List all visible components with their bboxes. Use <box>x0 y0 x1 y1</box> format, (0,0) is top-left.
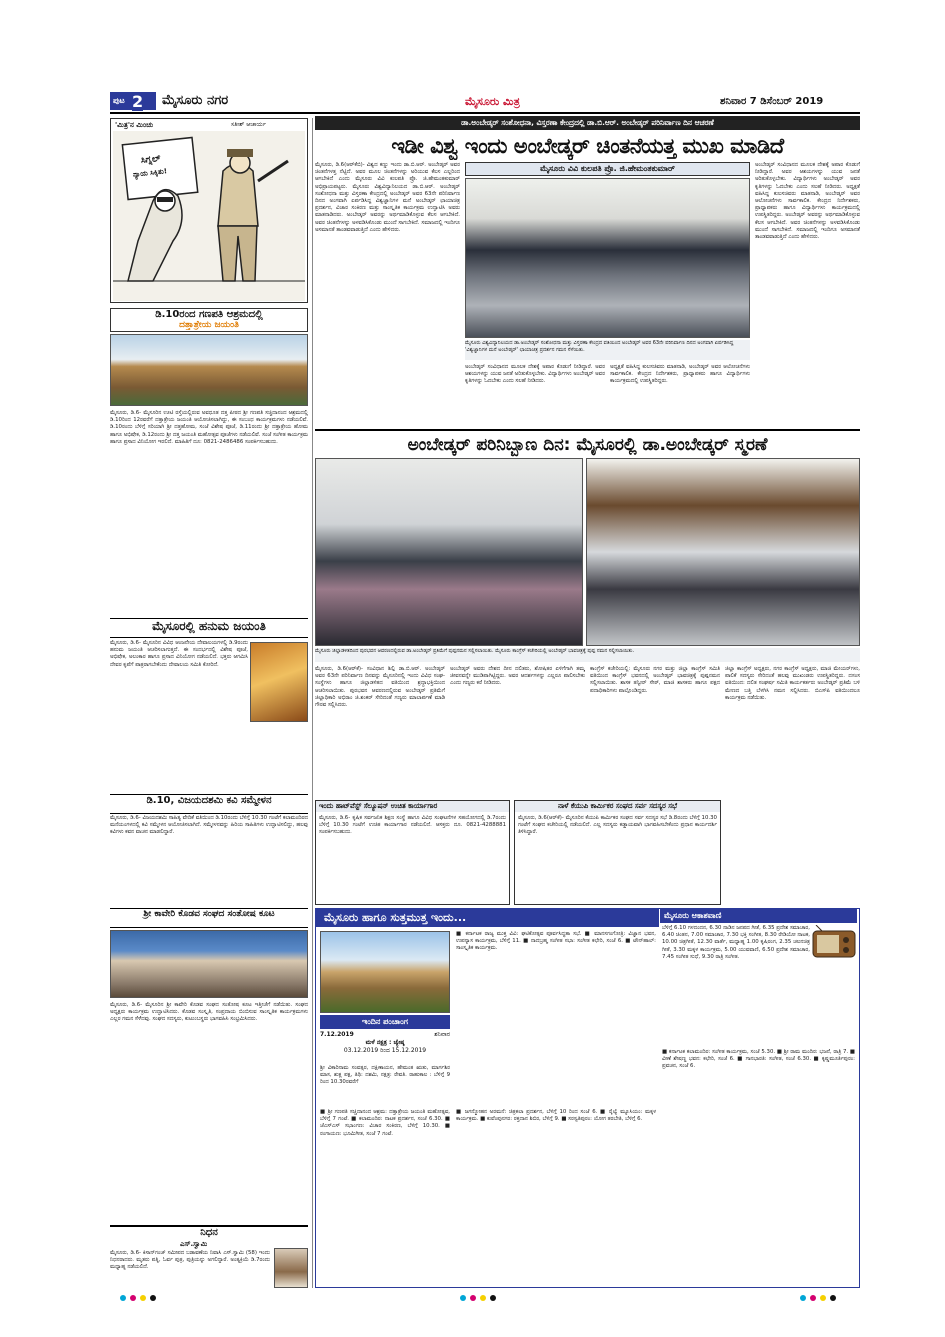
events-column-4: ■ ಕರ್ನಾಟಕ ಕಲಾಮಂದಿರ: ಸಂಗೀತ ಕಾರ್ಯಕ್ರಮ, ಸಂಜೆ 5.30. ■ ಶ್ರೀ ರಾಮ ಮಂದಿರ: ಭಜನೆ, ರಾತ್ರಿ 7. ■ ವೀಣೆ ಶೇಷಣ್ಣ ಭವನ: ಕಛೇರಿ, ಸಂಜೆ 6. ■ ಗಾನಭಾರತಿ: ಸಂಗೀತ, ಸಂಜೆ 6.30. ■ ಕೃಷ್ಣಮೂರ್ತಿಪುರಂ: ಪ್ರವಚನ, ಸಂಜೆ 6. <box>662 1049 855 1070</box>
brief-workshop-body: ಮೈಸೂರು, ಡಿ.6- ಕೃಷಿಕ ಸರ್ವಜನಿಕ ಶಿಕ್ಷಣ ಸಂಸ್ಥೆ ಹಾಗೂ ವಿವಿಧ ಸಂಘಟನೆಗಳ ಸಹಯೋಗದಲ್ಲಿ ಡಿ.7ರಂದು ಬೆಳಿಗ್ಗೆ 10.30 ಗಂಟೆಗೆ ಉಚಿತ ಕಾರ್ಯಾಗಾರ ನಡೆಯಲಿದೆ. ಆಸಕ್ತರು ದೂ. 0821-4288881 ಸಂಪರ್ಕಿಸಬಹುದು. <box>319 815 506 836</box>
brief-union-box <box>514 800 721 905</box>
top-story-body-1 <box>315 162 460 427</box>
registration-mark-magenta <box>130 1295 136 1301</box>
registration-mark-black-2 <box>490 1295 496 1301</box>
kavi-headline-box <box>110 794 308 814</box>
banner-story-headline: ಅಂಬೇಡ್ಕರ್ ಪರಿನಿಬ್ಬಾಣ ದಿನ: ಮೈಸೂರಲ್ಲಿ ಡಾ.ಅಂಬೇಡ್ಕರ್ ಸ್ಮರಣೆ <box>407 435 768 455</box>
registration-mark-yellow-3 <box>820 1295 826 1301</box>
ganapati-headline-1: ಡಿ.10ರಂದ ಗಣಪತಿ ಆಶ್ರಮದಲ್ಲಿ <box>155 309 263 320</box>
banner-story-caption: ಮೈಸೂರು ಜಿಲ್ಲಾಡಳಿತದಿಂದ ಪುರಭವನ ಆವರಣದಲ್ಲಿರುವ ಡಾ.ಅಂಬೇಡ್ಕರ್ ಪ್ರತಿಮೆಗೆ ಪುಷ್ಪನಮನ ಸಲ್ಲಿಸಲಾಯಿತು. ಮೈಸೂರು ಕಾಂಗ್ರೆಸ್ ಕಚೇರಿಯಲ್ಲಿ ಅಂಬೇಡ್ಕರ್ ಭಾವಚಿತ್ರಕ್ಕೆ ಪುಷ್ಪ ನಮನ ಸಲ್ಲಿಸಲಾಯಿತು. <box>315 648 860 662</box>
top-story-body-2: ಅಂಬೇಡ್ಕರ್ ಸಂವಿಧಾನದ ಮೂಲಕ ದೇಶಕ್ಕೆ ಅಪಾರ ಕೊಡುಗೆ ನೀಡಿದ್ದಾರೆ. ಅವರ ಆಶಯಗಳನ್ನು ಯುವ ಜನತೆ ಅರಿತುಕೊಳ್ಳಬೇಕು. ವಿದ್ಯಾರ್ಥಿಗಳು ಅಂಬೇಡ್ಕರ್ ಅವರ ಕೃತಿಗಳನ್ನು ಓದಬೇಕು ಎಂದು ಸಲಹೆ ನೀಡಿದರು. <box>465 364 605 385</box>
banner-para-4: ಜಿಲ್ಲಾ ಕಾಂಗ್ರೆಸ್ ಅಧ್ಯಕ್ಷರು, ನಗರ ಕಾಂಗ್ರೆಸ್ ಅಧ್ಯಕ್ಷರು, ಮಾಜಿ ಮೇಯರ್‌ಗಳು, ಪಾಲಿಕೆ ಸದಸ್ಯರು ಸೇರಿದಂತೆ ಹಲವು ಮುಖಂಡರು ಉಪಸ್ಥಿತರಿದ್ದರು. <box>725 666 860 680</box>
top-story-para-1: ಮೈಸೂರು ವಿಶ್ವವಿದ್ಯಾನಿಲಯದ ಡಾ.ಬಿ.ಆರ್. ಅಂಬೇಡ್ಕರ್ ಸಂಶೋಧನಾ ಮತ್ತು ವಿಸ್ತರಣಾ ಕೇಂದ್ರದಲ್ಲಿ ಅಂಬೇಡ್ಕರ್ ಅವರ 63ನೇ ಪರಿನಿರ್ವಾಣ ದಿನದ ಅಂಗವಾಗಿ ಏರ್ಪಡಿಸಿದ್ದ ವಿಶ್ವಜ್ಞಾನಿಗಳ ಮನೆ ಅಂಬೇಡ್ಕರ್ ಛಾಯಾಚಿತ್ರ ಪ್ರದರ್ಶನ, ವಿಚಾರ ಸಂಕಿರಣ ಮತ್ತು ಸಾಂಸ್ಕೃತಿಕ ಕಾರ್ಯಕ್ರಮ ಉದ್ಘಾಟಿಸಿ ಅವರು ಮಾತನಾಡಿದರು. <box>315 183 460 219</box>
registration-mark-magenta-3 <box>810 1295 816 1301</box>
registration-mark-yellow-2 <box>480 1295 486 1301</box>
registration-mark-cyan-2 <box>460 1295 466 1301</box>
section-title: ಮೈಸೂರು ನಗರ <box>162 93 229 108</box>
top-story-para-2: ಅಂಬೇಡ್ಕರ್ ಅವರನ್ನು ಅರ್ಥಮಾಡಿಕೊಳ್ಳುವ ಕೆಲಸ ಆಗಬೇಕಿದೆ. ಅವರ ಚಿಂತನೆಗಳನ್ನು ಅಳವಡಿಸಿಕೊಂಡು ಮುಂದೆ ಸಾಗಬೇಕಿದೆ. ಸಮಾಜದಲ್ಲಿ ಇಂದಿಗೂ ಅಸಮಾನತೆ ತಾಂಡವವಾಡುತ್ತಿದೆ ಎಂದು ಹೇಳಿದರು. <box>315 212 460 233</box>
top-story-photo-caption: ಮೈಸೂರು ವಿಶ್ವವಿದ್ಯಾನಿಲಯದ ಡಾ.ಅಂಬೇಡ್ಕರ್ ಸಂಶೋಧನಾ ಮತ್ತು ವಿಸ್ತರಣಾ ಕೇಂದ್ರದ ವತಿಯಿಂದ ಅಂಬೇಡ್ಕರ್ ಅವರ 63ನೇ ಪರಿನಿರ್ವಾಣ ದಿನದ ಅಂಗವಾಗಿ ಏರ್ಪಡಿಸಿದ್ದ 'ವಿಶ್ವಜ್ಞಾನಿಗಳ ಮನೆ ಅಂಬೇಡ್ಕರ್' ಛಾಯಾಚಿತ್ರ ಪ್ರದರ್ಶನ ಗಮನ ಸೆಳೆಯಿತು. <box>465 340 750 360</box>
registration-mark-black <box>150 1295 156 1301</box>
obituary-header <box>110 1225 308 1241</box>
brief-union-body: ಮೈಸೂರು, ಡಿ.6(ಆರ್‌ಕೆ)- ಮೈಸೂರಿನ ಕೆಯುಪಿ ಕಾರ್ಮಿಕರ ಸಂಘದ ಸರ್ವ ಸದಸ್ಯರ ಸಭೆ ಡಿ.8ರಂದು ಬೆಳಿಗ್ಗೆ 10.30 ಗಂಟೆಗೆ ಸಂಘದ ಕಚೇರಿಯಲ್ಲಿ ನಡೆಯಲಿದೆ. ಎಲ್ಲ ಸದಸ್ಯರು ಕಡ್ಡಾಯವಾಗಿ ಭಾಗವಹಿಸಬೇಕೆಂದು ಪ್ರಧಾನ ಕಾರ್ಯದರ್ಶಿ ತಿಳಿಸಿದ್ದಾರೆ. <box>518 815 717 836</box>
top-story-kicker: ಡಾ.ಅಂಬೇಡ್ಕರ್ ಸಂಶೋಧನಾ, ವಿಸ್ತರಣಾ ಕೇಂದ್ರದಲ್ಲಿ ಡಾ.ಬಿ.ಆರ್. ಅಂಬೇಡ್ಕರ್ ಪರಿನಿರ್ವಾಣ ದಿನ ಆಚರಣೆ <box>461 118 714 127</box>
issue-date: ಶನಿವಾರ 7 ಡಿಸೆಂಬರ್ 2019 <box>720 96 824 107</box>
cartoon-wall-text-1: ಸಿಗ್ನಲ್ <box>140 154 162 166</box>
panchanga-body: ಶ್ರೀ ವಿಕಾರಿನಾಮ ಸಂವತ್ಸರ, ದಕ್ಷಿಣಾಯನ, ಹೇಮಂತ ಋತು, ಮಾರ್ಗಶಿರ ಮಾಸ, ಶುಕ್ಲ ಪಕ್ಷ, ತಿಥಿ: ದಶಮಿ, ನಕ್ಷತ್ರ: ರೇವತಿ. ರಾಹುಕಾಲ : ಬೆಳಿಗ್ಗೆ 9 ರಿಂದ 10.30ರವರೆಗೆ <box>320 1065 450 1086</box>
statue-tribute-photo <box>315 458 583 646</box>
today-headline: ಮೈಸೂರು ಹಾಗೂ ಸುತ್ತಮುತ್ತ ಇಂದು... <box>324 911 467 924</box>
palace-photo <box>320 931 450 1013</box>
events-column-1: ■ ಶ್ರೀ ಗಣಪತಿ ಸಚ್ಚಿದಾನಂದ ಆಶ್ರಮ: ದತ್ತಾತ್ರೇಯ ಜಯಂತಿ ಮಹೋತ್ಸವ, ಬೆಳಿಗ್ಗೆ 7 ಗಂಟೆ. ■ ಕಲಾಮಂದಿರ: ನಾಟಕ ಪ್ರದರ್ಶನ, ಸಂಜೆ 6.30. ■ ಜೆಎಸ್‌ಎಸ್ ಸಭಾಂಗಣ: ವಿಚಾರ ಸಂಕಿರಣ, ಬೆಳಿಗ್ಗೆ 10.30. ■ ರಂಗಾಯಣ: ಭೂಮಿಗೀತ, ಸಂಜೆ 7 ಗಂಟೆ. <box>320 1109 450 1137</box>
panchanga-day: ಶನಿವಾರ <box>434 1031 450 1038</box>
page-section-header <box>100 90 310 112</box>
obituary-title: ನಿಧನ <box>200 1227 218 1238</box>
panchanga-title: ಇಂದಿನ ಪಂಚಾಂಗ <box>362 1017 408 1026</box>
column-divider <box>312 118 313 1288</box>
banner-para-5: ದಸಂಸ ವತಿಯಿಂದ: ದಲಿತ ಸಂಘರ್ಷ ಸಮಿತಿ ಕಾರ್ಯಕರ್ತರು ಅಂಬೇಡ್ಕರ್ ಪ್ರತಿಮೆ ಬಳಿ ಮೇಣದ ಬತ್ತಿ ಬೆಳಗಿಸಿ ನಮನ ಸಲ್ಲಿಸಿದರು. ಬಿಎಸ್‌ಪಿ ವತಿಯಿಂದಲೂ ಕಾರ್ಯಕ್ರಮ ನಡೆಯಿತು. <box>725 673 860 701</box>
panchanga-info <box>320 1031 450 1055</box>
cartoon-title: 'ಮಿತ್ರ'ನ ಮಿಂಚು <box>115 121 154 129</box>
top-story-dateline: ಮೈಸೂರು, ಡಿ.6(ಆರ್‌ಕೆಬಿ)- ವಿಶ್ವದ ಕಣ್ಣು ಇಂದು ಡಾ.ಬಿ.ಆರ್. ಅಂಬೇಡ್ಕರ್ ಅವರ ಚಿಂತನೆಗಳತ್ತ ನೆಟ್ಟಿದೆ. ಅವರ ಮೂಲ ಚಿಂತನೆಗಳನ್ನು ಅರಿಯುವ ಕೆಲಸ ಎಲ್ಲರಿಂದ ಆಗಬೇಕಿದೆ ಎಂದು ಮೈಸೂರು ವಿವಿ ಕುಲಪತಿ ಪ್ರೊ. ಜಿ.ಹೇಮಂತಕುಮಾರ್ ಅಭಿಪ್ರಾಯಪಟ್ಟರು. <box>315 162 460 190</box>
paper-name: ಮೈಸೂರು ಮಿತ್ರ <box>465 95 520 108</box>
top-story-subheadline: ಮೈಸೂರು ವಿವಿ ಕುಲಪತಿ ಪ್ರೊ. ಜಿ.ಹೇಮಂತಕುಮಾರ್ <box>540 164 675 173</box>
ganapati-headline-box <box>110 308 308 332</box>
cartoon-artist: ಸತೀಶ್ ಆಚಾರ್ಯ <box>231 121 266 128</box>
page-label: ಪುಟ <box>113 96 125 105</box>
obituary-portrait <box>274 1248 308 1288</box>
radio-header-bar <box>660 909 857 923</box>
kaveri-article-body: ಮೈಸೂರು, ಡಿ.6- ಮೈಸೂರಿನ ಶ್ರೀ ಕಾವೇರಿ ಕೊಡವ ಸಂಘದ ಸಂತೋಷ ಕೂಟ ಇತ್ತೀಚೆಗೆ ನಡೆಯಿತು. ಸಂಘದ ಅಧ್ಯಕ್ಷರು ಕಾರ್ಯಕ್ರಮ ಉದ್ಘಾಟಿಸಿದರು. ಕೊಡವ ಸಂಸ್ಕೃತಿ, ಸಂಪ್ರದಾಯ ಬಿಂಬಿಸುವ ಸಾಂಸ್ಕೃತಿಕ ಕಾರ್ಯಕ್ರಮಗಳು ಎಲ್ಲರ ಗಮನ ಸೆಳೆದವು. ಸಂಘದ ಸದಸ್ಯರು, ಕುಟುಂಬಸ್ಥರು ಭಾಗವಹಿಸಿ ಸಂಭ್ರಮಿಸಿದರು. <box>110 1002 308 1023</box>
top-story-kicker-bar <box>315 116 860 130</box>
top-story-para-4: ಅಧ್ಯಕ್ಷತೆ ವಹಿಸಿದ್ದ ಕುಲಸಚಿವರು ಮಾತನಾಡಿ, ಅಂಬೇಡ್ಕರ್ ಅವರ ಆಲೋಚನೆಗಳು ಸಾರ್ವಕಾಲಿಕ. ಕೇಂದ್ರದ ನಿರ್ದೇಶಕರು, ಪ್ರಾಧ್ಯಾಪಕರು ಹಾಗೂ ವಿದ್ಯಾರ್ಥಿಗಳು ಕಾರ್ಯಕ್ರಮದಲ್ಲಿ ಉಪಸ್ಥಿತರಿದ್ದರು. <box>755 183 860 219</box>
panchanga-date: 7.12.2019 <box>320 1031 354 1038</box>
page-number-badge <box>110 92 156 110</box>
newspaper-page <box>100 90 860 1285</box>
top-story-para-3: ಅಂಬೇಡ್ಕರ್ ಸಂವಿಧಾನದ ಮೂಲಕ ದೇಶಕ್ಕೆ ಅಪಾರ ಕೊಡುಗೆ ನೀಡಿದ್ದಾರೆ. ಅವರ ಆಶಯಗಳನ್ನು ಯುವ ಜನತೆ ಅರಿತುಕೊಳ್ಳಬೇಕು. ವಿದ್ಯಾರ್ಥಿಗಳು ಅಂಬೇಡ್ಕರ್ ಅವರ ಕೃತಿಗಳನ್ನು ಓದಬೇಕು ಎಂದು ಸಲಹೆ ನೀಡಿದರು. <box>755 162 860 190</box>
top-story-sub-box <box>465 162 750 176</box>
hanuma-headline-box <box>110 618 308 638</box>
registration-mark-magenta-2 <box>470 1295 476 1301</box>
panchanga-rain-star: ಮಳೆ ನಕ್ಷತ್ರ : ಜ್ಯೇಷ್ಠ <box>365 1039 405 1046</box>
page-number: 2 <box>132 92 144 111</box>
cartoon-panel <box>110 118 308 303</box>
today-events-box <box>315 908 860 1288</box>
panchanga-title-bar <box>320 1015 450 1029</box>
story-separator <box>315 429 860 431</box>
panchanga-range: 03.12.2019 ರಿಂದ 15.12.2019 <box>343 1047 427 1054</box>
top-story-body-4 <box>755 162 860 427</box>
radio-schedule: ಬೆಳಿಗ್ಗೆ 6.10 ಗಳದಂದನ, 6.30 ನಾಡಿನ ಜನಪದ ಗೀತೆ, 6.35 ಪ್ರದೇಶ ಸಮಾಚಾರ, 6.40 ಚಿಂತನ, 7.00 ಸಮಾಚಾರ, 7.30 ಭಕ್ತಿ ಸಂಗೀತ, 8.30 ರೇಡಿಯೋ ನಾಟಕ, 10.00 ಚಿತ್ರಗೀತೆ, 12.30 ವಾರ್ತೆ, ಮಧ್ಯಾಹ್ನ 1.00 ಕೃಷಿರಂಗ, 2.35 ಚಲನಚಿತ್ರ ಗೀತೆ, 3.30 ಮಕ್ಕಳ ಕಾರ್ಯಕ್ರಮ, 5.00 ಯುವವಾಣಿ, 6.50 ಪ್ರದೇಶ ಸಮಾಚಾರ, 7.45 ಸಂಗೀತ ಸುಧೆ, 9.30 ರಾತ್ರಿ ಸಂಗೀತ. <box>662 925 810 960</box>
banner-body-4 <box>725 666 860 906</box>
cartoon-wall-text-2: ನ್ಯಾಯ ಸಿಕ್ಕಿತು! <box>132 167 168 179</box>
hanuma-headline: ಮೈಸೂರಲ್ಲಿ ಹನುಮ ಜಯಂತಿ <box>152 619 266 633</box>
obituary-name: ಎಸ್.ಸ್ವಾಮಿ <box>180 1240 208 1248</box>
ganapati-article-body: ಮೈಸೂರು, ಡಿ.6- ಮೈಸೂರಿನ ಊಟಿ ರಸ್ತೆಯಲ್ಲಿರುವ ಅವಧೂತ ದತ್ತ ಪೀಠದ ಶ್ರೀ ಗಣಪತಿ ಸಚ್ಚಿದಾನಂದ ಆಶ್ರಮದಲ್ಲಿ ಡಿ.10ರಿಂದ 12ರವರೆಗೆ ದತ್ತಾತ್ರೇಯ ಜಯಂತಿ ಆಯೋಜಿಸಲಾಗಿದ್ದು, ಈ ಸಂಬಂಧ ಕಾರ್ಯಕ್ರಮಗಳು ನಡೆಯಲಿವೆ. ಡಿ.10ರಂದು ಬೆಳಿಗ್ಗೆ ಸರಿಯಾಗಿ ಶ್ರೀ ದತ್ತಹೋಮ, ಸಂಜೆ ವಿಶೇಷ ಪೂಜೆ, ಡಿ.11ರಂದು ಶ್ರೀ ದತ್ತಾತ್ರೇಯ ಹೋಮ ಹಾಗೂ ಅಭಿಷೇಕ, ಡಿ.12ರಂದು ಶ್ರೀ ದತ್ತ ಜಯಂತಿ ಮಹೋತ್ಸವ ಪೂಜೆಗಳು ನಡೆಯಲಿವೆ. ಸಂಜೆ ಸಂಗೀತ ಕಾರ್ಯಕ್ರಮ ಹಾಗೂ ಪ್ರಸಾದ ವಿನಿಯೋಗ ಇರಲಿದೆ. ಮಾಹಿತಿಗೆ ದೂ: 0821-2486486 ಸಂಪರ್ಕಿಸಬಹುದು. <box>110 410 308 445</box>
top-story-para-5: ಅಂಬೇಡ್ಕರ್ ಅವರನ್ನು ಅರ್ಥಮಾಡಿಕೊಳ್ಳುವ ಕೆಲಸ ಆಗಬೇಕಿದೆ. ಅವರ ಚಿಂತನೆಗಳನ್ನು ಅಳವಡಿಸಿಕೊಂಡು ಮುಂದೆ ಸಾಗಬೇಕಿದೆ. ಸಮಾಜದಲ್ಲಿ ಇಂದಿಗೂ ಅಸಮಾನತೆ ತಾಂಡವವಾಡುತ್ತಿದೆ ಎಂದು ಹೇಳಿದರು. <box>755 212 860 241</box>
registration-mark-cyan <box>120 1295 126 1301</box>
kavi-headline: ಡಿ.10, ವಿಜಯದಶಮಿ ಕವಿ ಸಮ್ಮೇಳನ <box>146 795 272 806</box>
hanuman-photo <box>250 642 308 722</box>
ashram-photo <box>110 334 308 406</box>
congress-office-photo <box>586 458 860 646</box>
brief-workshop-box <box>315 800 510 905</box>
group-photo <box>110 930 308 998</box>
radio-headline: ಮೈಸೂರು ಆಕಾಶವಾಣಿ <box>664 911 722 920</box>
events-column-3: ■ ಜಗನ್ಮೋಹನ ಅರಮನೆ: ಚಿತ್ರಕಲಾ ಪ್ರದರ್ಶನ, ಬೆಳಿಗ್ಗೆ 10 ರಿಂದ ಸಂಜೆ 6. ■ ರೈಲ್ವೆ ಮ್ಯೂಸಿಯಂ: ಮಕ್ಕಳ ಕಾರ್ಯಕ್ರಮ. ■ ಕುವೆಂಪುನಗರ: ರಕ್ತದಾನ ಶಿಬಿರ, ಬೆಳಿಗ್ಗೆ 9. ■ ಸರಸ್ವತಿಪುರಂ: ಯೋಗ ತರಬೇತಿ, ಬೆಳಿಗ್ಗೆ 6. <box>456 1109 656 1123</box>
registration-mark-black-3 <box>830 1295 836 1301</box>
banner-body-1: ಮೈಸೂರು, ಡಿ.6(ಆರ್‌ಕೆ)- ಸಂವಿಧಾನ ಶಿಲ್ಪಿ ಡಾ.ಬಿ.ಆರ್. ಅಂಬೇಡ್ಕರ್ ಅವರ 63ನೇ ಪರಿನಿರ್ವಾಣ ದಿನವನ್ನು ಮೈಸೂರಿನಲ್ಲಿ ಇಂದು ವಿವಿಧ ಸಂಘ-ಸಂಸ್ಥೆಗಳು ಹಾಗೂ ಜಿಲ್ಲಾಡಳಿತದ ವತಿಯಿಂದ ಶ್ರದ್ಧಾಭಕ್ತಿಯಿಂದ ಆಚರಿಸಲಾಯಿತು. ಪುರಭವನ ಆವರಣದಲ್ಲಿರುವ ಅಂಬೇಡ್ಕರ್ ಪ್ರತಿಮೆಗೆ ಜಿಲ್ಲಾಧಿಕಾರಿ ಅಭಿರಾಂ ಜಿ.ಶಂಕರ್ ಸೇರಿದಂತೆ ಗಣ್ಯರು ಮಾಲಾರ್ಪಣೆ ಮಾಡಿ ಗೌರವ ಸಲ್ಲಿಸಿದರು. <box>315 666 445 709</box>
hanuma-article-body: ಮೈಸೂರು, ಡಿ.6- ಮೈಸೂರಿನ ವಿವಿಧ ಆಂಜನೇಯ ದೇವಾಲಯಗಳಲ್ಲಿ ಡಿ.9ರಂದು ಹನುಮ ಜಯಂತಿ ಆಚರಿಸಲಾಗುತ್ತದೆ. ಈ ಸಂದರ್ಭದಲ್ಲಿ ವಿಶೇಷ ಪೂಜೆ, ಅಭಿಷೇಕ, ಅಲಂಕಾರ ಹಾಗೂ ಪ್ರಸಾದ ವಿನಿಯೋಗ ನಡೆಯಲಿದೆ. ಭಕ್ತರು ಆಗಮಿಸಿ ದೇವರ ಕೃಪೆಗೆ ಪಾತ್ರರಾಗಬೇಕೆಂದು ದೇವಾಲಯ ಸಮಿತಿ ಕೋರಿದೆ. <box>110 640 248 668</box>
registration-mark-yellow <box>140 1295 146 1301</box>
radio-icon <box>812 925 856 959</box>
events-column-2: ■ ಕರ್ನಾಟಕ ರಾಜ್ಯ ಮುಕ್ತ ವಿವಿ: ಘಟಿಕೋತ್ಸವ ಪೂರ್ವಸಿದ್ಧತಾ ಸಭೆ. ■ ಮಾನಸಗಂಗೋತ್ರಿ: ವಿಜ್ಞಾನ ಭವನ, ಉಪನ್ಯಾಸ ಕಾರ್ಯಕ್ರಮ, ಬೆಳಿಗ್ಗೆ 11. ■ ನಾದಬ್ರಹ್ಮ ಸಂಗೀತ ಸಭಾ: ಸಂಗೀತ ಕಛೇರಿ, ಸಂಜೆ 6. ■ ಟೌನ್‌ಹಾಲ್: ಸಾಂಸ್ಕೃತಿಕ ಕಾರ್ಯಕ್ರಮ. <box>456 931 656 952</box>
today-header-bar <box>316 909 659 927</box>
top-story-headline: ಇಡೀ ವಿಶ್ವ ಇಂದು ಅಂಬೇಡ್ಕರ್ ಚಿಂತನೆಯತ್ತ ಮುಖ ಮಾಡಿದೆ <box>391 134 784 158</box>
registration-mark-cyan-3 <box>800 1295 806 1301</box>
exhibition-photo <box>465 178 750 338</box>
top-story-body-3: ಅಧ್ಯಕ್ಷತೆ ವಹಿಸಿದ್ದ ಕುಲಸಚಿವರು ಮಾತನಾಡಿ, ಅಂಬೇಡ್ಕರ್ ಅವರ ಆಲೋಚನೆಗಳು ಸಾರ್ವಕಾಲಿಕ. ಕೇಂದ್ರದ ನಿರ್ದೇಶಕರು, ಪ್ರಾಧ್ಯಾಪಕರು ಹಾಗೂ ವಿದ್ಯಾರ್ಥಿಗಳು ಕಾರ್ಯಕ್ರಮದಲ್ಲಿ ಉಪಸ್ಥಿತರಿದ್ದರು. <box>610 364 750 385</box>
brief-union-headline: ನಾಳೆ ಕೆಯುಪಿ ಕಾರ್ಮಿಕರ ಸಂಘದ ಸರ್ವ ಸದಸ್ಯರ ಸಭೆ <box>515 801 720 812</box>
ganapati-headline-2: ದತ್ತಾತ್ರೇಯ ಜಯಂತಿ <box>179 320 239 330</box>
banner-body-3: ಕಾಂಗ್ರೆಸ್ ಕಚೇರಿಯಲ್ಲಿ: ಮೈಸೂರು ನಗರ ಮತ್ತು ಜಿಲ್ಲಾ ಕಾಂಗ್ರೆಸ್ ಸಮಿತಿ ವತಿಯಿಂದ ಕಾಂಗ್ರೆಸ್ ಭವನದಲ್ಲಿ ಅಂಬೇಡ್ಕರ್ ಭಾವಚಿತ್ರಕ್ಕೆ ಪುಷ್ಪನಮನ ಸಲ್ಲಿಸಲಾಯಿತು. ಶಾಸಕ ತನ್ವೀರ್ ಸೇಠ್, ಮಾಜಿ ಶಾಸಕರು ಹಾಗೂ ಪಕ್ಷದ ಪದಾಧಿಕಾರಿಗಳು ಪಾಲ್ಗೊಂಡಿದ್ದರು. <box>590 666 720 694</box>
banner-body-2: ಅಂಬೇಡ್ಕರ್ ಅವರು ದೇಶದ ದೀನ ದಲಿತರು, ಶೋಷಿತರ ಏಳಿಗೆಗಾಗಿ ತಮ್ಮ ಜೀವನವನ್ನೇ ಮುಡಿಪಾಗಿಟ್ಟಿದ್ದರು. ಅವರ ಆದರ್ಶಗಳನ್ನು ಎಲ್ಲರೂ ಪಾಲಿಸಬೇಕು ಎಂದು ಗಣ್ಯರು ಕರೆ ನೀಡಿದರು. <box>450 666 585 687</box>
brief-workshop-headline: ಇಂದು ಹಾಟ್‌ವೆಸ್ಟ್ ಸೆಲ್ಯೂಷನ್ ಉಚಿತ ಕಾರ್ಯಾಗಾರ <box>316 801 509 812</box>
kaveri-headline: ಶ್ರೀ ಕಾವೇರಿ ಕೊಡವ ಸಂಘದ ಸಂತೋಷ ಕೂಟ <box>143 909 275 919</box>
masthead-rule <box>110 112 860 114</box>
kavi-article-body: ಮೈಸೂರು, ಡಿ.6- ವಿಜಯದಶಮಿ ಸಾಹಿತ್ಯ ವೇದಿಕೆ ವತಿಯಿಂದ ಡಿ.10ರಂದು ಬೆಳಿಗ್ಗೆ 10.30 ಗಂಟೆಗೆ ಕಲಾಮಂದಿರದ ಮನೆಯಂಗಳದಲ್ಲಿ ಕವಿ ಸಮ್ಮೇಳನ ಆಯೋಜಿಸಲಾಗಿದೆ. ಸಮ್ಮೇಳನವನ್ನು ಹಿರಿಯ ಸಾಹಿತಿಗಳು ಉದ್ಘಾಟಿಸಲಿದ್ದು, ಹಲವು ಕವಿಗಳು ಕವನ ವಾಚನ ಮಾಡಲಿದ್ದಾರೆ. <box>110 815 308 836</box>
obituary-body: ಮೈಸೂರು, ಡಿ.6- ಕಿಸಾನ್‌ಗಂಜ್ ಸಮೀಪದ ಬಡಾವಣೆಯ ನಿವಾಸಿ ಎಸ್.ಸ್ವಾಮಿ (58) ಇಂದು ನಿಧನರಾದರು. ಮೃತರು ಪತ್ನಿ, ಓರ್ವ ಪುತ್ರ, ಪುತ್ರಿಯನ್ನು ಅಗಲಿದ್ದಾರೆ. ಅಂತ್ಯಕ್ರಿಯೆ ಡಿ.7ರಂದು ಮಧ್ಯಾಹ್ನ ನಡೆಯಲಿದೆ. <box>110 1250 270 1271</box>
kaveri-headline-box <box>110 908 308 928</box>
